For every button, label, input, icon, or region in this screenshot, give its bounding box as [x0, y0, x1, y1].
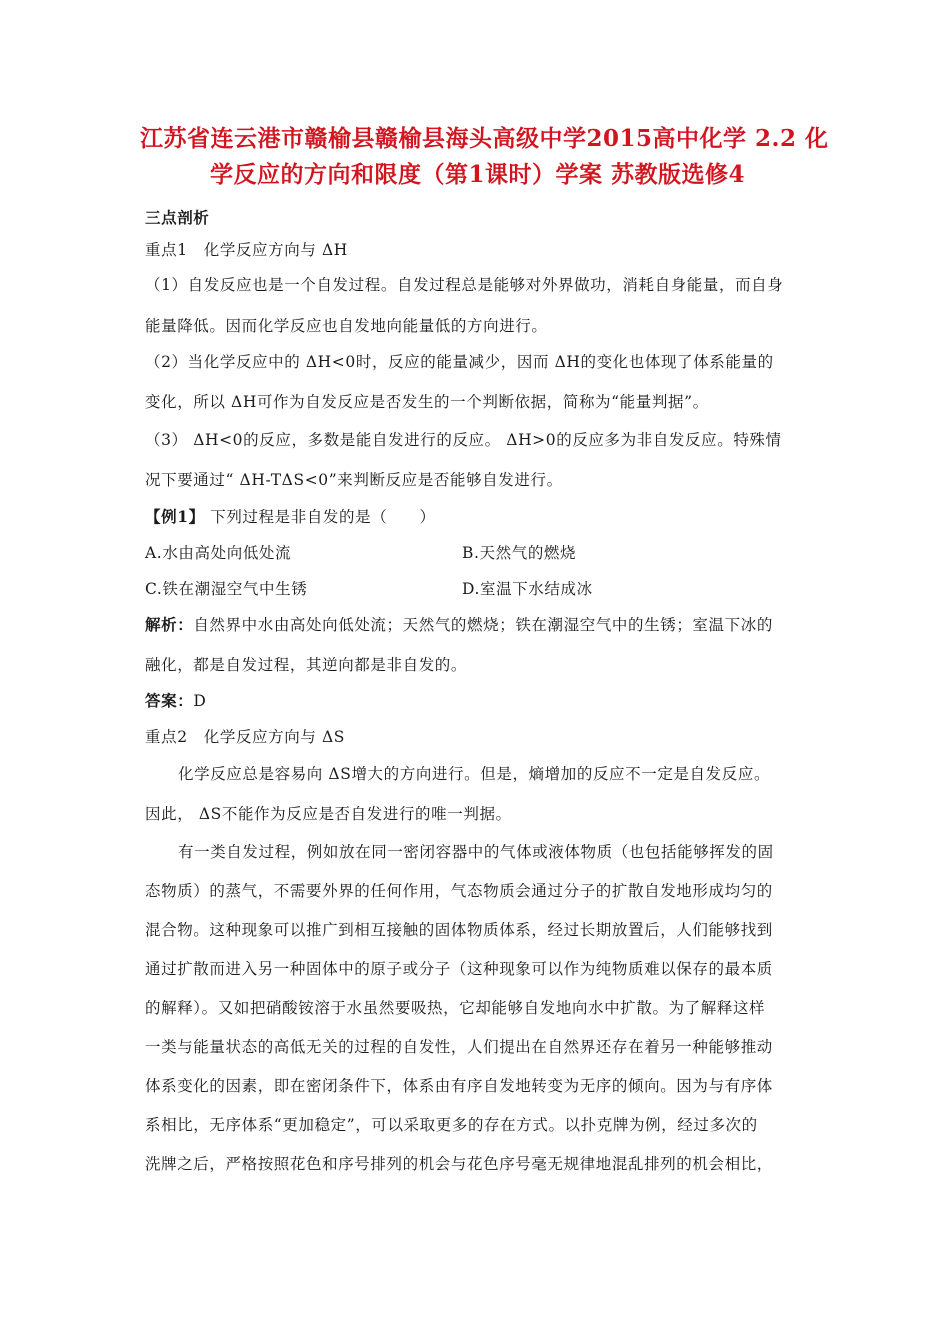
point2-heading: 重点2 化学反应方向与 ΔS: [145, 728, 346, 746]
point2-paragraph-line: 的解释）。又如把硝酸铵溶于水虽然要吸热，它却能够自发地向水中扩散。为了解释这样: [145, 999, 766, 1017]
analysis-label: 解析：: [145, 615, 194, 634]
document-title-line-1: 江苏省连云港市赣榆县赣榆县海头高级中学2015高中化学 2.2 化: [140, 125, 829, 152]
example1-question: [145, 505, 436, 527]
answer-line: [145, 689, 206, 711]
point2-paragraph-line: 化学反应总是容易向 ΔS增大的方向进行。但是，熵增加的反应不一定是自发反应。: [178, 765, 771, 783]
analysis-line: [145, 613, 773, 635]
point1-paragraph-line: （1）自发反应也是一个自发过程。自发过程总是能够对外界做功，消耗自身能量，而自身: [145, 276, 784, 294]
option-a: A.水由高处向低处流: [145, 544, 292, 562]
answer-value: D: [193, 692, 207, 710]
point2-paragraph-line: 通过扩散而进入另一种固体中的原子或分子（这种现象可以作为纯物质难以保存的最本质: [145, 960, 773, 978]
point2-paragraph-line: 一类与能量状态的高低无关的过程的自发性，人们提出在自然界还存在着另一种能够推动: [145, 1038, 773, 1056]
point1-paragraph-line: 变化，所以 ΔH可作为自发反应是否发生的一个判断依据，简称为“能量判据”。: [145, 393, 709, 411]
point2-paragraph-line: 态物质）的蒸气，不需要外界的任何作用，气态物质会通过分子的扩散自发地形成均匀的: [145, 882, 773, 900]
analysis-line-2: 融化，都是自发过程，其逆向都是非自发的。: [145, 656, 468, 674]
point2-paragraph-line: 因此， ΔS不能作为反应是否自发进行的唯一判据。: [145, 805, 512, 823]
point1-paragraph-line: 能量降低。因而化学反应也自发地向能量低的方向进行。: [145, 317, 548, 335]
example-label: 【例1】: [145, 507, 205, 526]
point1-paragraph-line: （3） ΔH<0的反应，多数是能自发进行的反应。 ΔH>0的反应多为非自发反应。特殊情: [145, 431, 782, 449]
point2-paragraph-line: 体系变化的因素，即在密闭条件下，体系由有序自发地转变为无序的倾向。因为与有序体: [145, 1077, 773, 1095]
example-question-text: 下列过程是非自发的是（ ）: [204, 508, 436, 526]
analysis-text: 自然界中水由高处向低处流；天然气的燃烧；铁在潮湿空气中的生锈；室温下冰的: [193, 616, 773, 634]
point2-paragraph-line: 混合物。这种现象可以推广到相互接触的固体物质体系，经过长期放置后，人们能够找到: [145, 921, 773, 939]
option-c: C.铁在潮湿空气中生锈: [145, 580, 308, 598]
option-b: B.天然气的燃烧: [462, 544, 577, 562]
point2-paragraph-line: 有一类自发过程，例如放在同一密闭容器中的气体或液体物质（也包括能够挥发的固: [178, 843, 774, 861]
document-title-line-2: 学反应的方向和限度（第1课时）学案 苏教版选修4: [209, 161, 745, 188]
point1-paragraph-line: 况下要通过“ ΔH-TΔS<0”来判断反应是否能够自发进行。: [145, 471, 563, 489]
point1-paragraph-line: （2）当化学反应中的 ΔH<0时，反应的能量减少，因而 ΔH的变化也体现了体系能量的: [145, 353, 774, 371]
option-d: D.室温下水结成冰: [462, 580, 593, 598]
answer-label: 答案：: [145, 691, 194, 710]
point1-heading: 重点1 化学反应方向与 ΔH: [145, 241, 348, 259]
point2-paragraph-line: 系相比，无序体系“更加稳定”，可以采取更多的存在方式。以扑克牌为例，经过多次的: [145, 1116, 758, 1134]
point2-paragraph-line: 洗牌之后，严格按照花色和序号排列的机会与花色序号毫无规律地混乱排列的机会相比，: [145, 1155, 773, 1173]
section-heading: 三点剖析: [145, 208, 210, 227]
